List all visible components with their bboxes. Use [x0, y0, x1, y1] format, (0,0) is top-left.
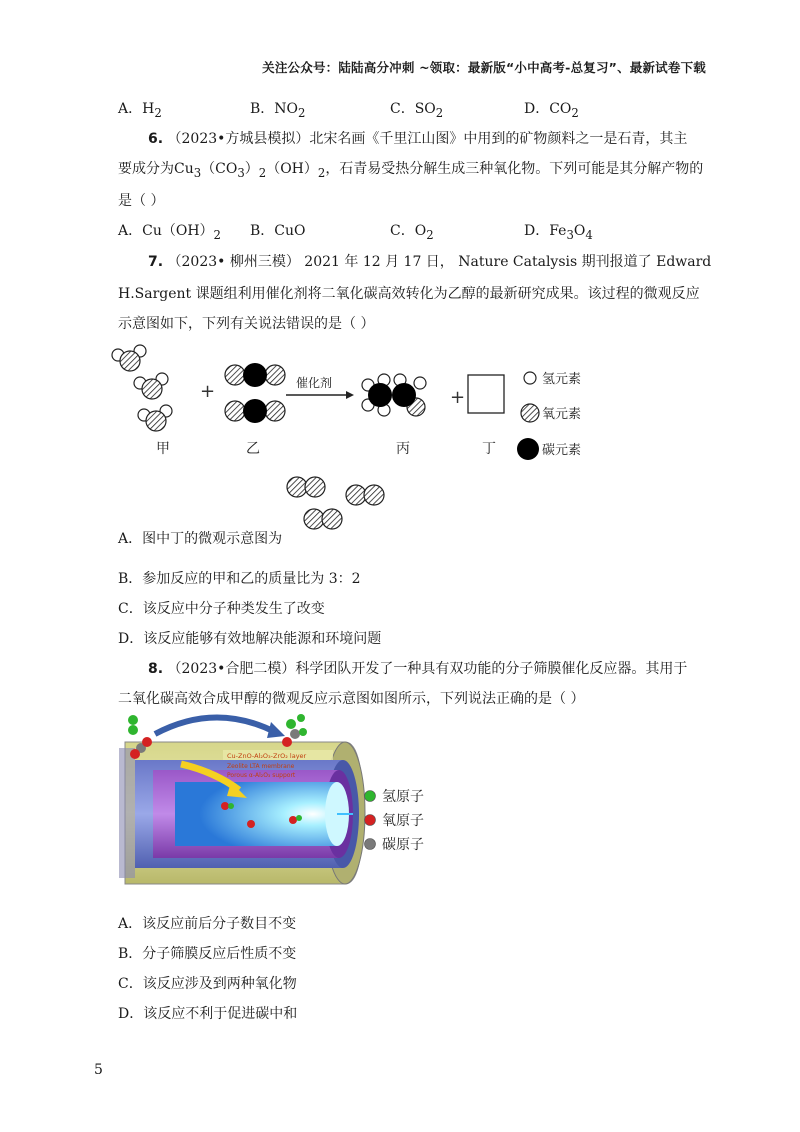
q7-line-3: 示意图如下，下列有关说法错误的是（ ） — [118, 316, 375, 332]
q7-legend-hydrogen: 氢元素 — [542, 372, 582, 387]
q7-plus-2: + — [450, 387, 466, 408]
q7-option-a: A．图中丁的微观示意图为 — [118, 531, 283, 547]
q7-label-jia: 甲 — [156, 441, 170, 457]
q7-molecule-bing — [362, 374, 426, 416]
q6-option-b: B．CuO — [250, 223, 306, 239]
page-header: 关注公众号：陆陆高分冲刺 ~领取：最新版“小中高考-总复习”、最新试卷下载 — [262, 60, 706, 75]
q7-plus-1: + — [200, 381, 216, 402]
page-number: 5 — [94, 1062, 103, 1078]
q8-layer-label-catalyst: Cu-ZnO-Al₂O₃-ZrO₂ layer — [227, 752, 307, 760]
q7-number: 7. — [148, 254, 164, 270]
q8-option-b: B．分子筛膜反应后性质不变 — [118, 946, 297, 962]
q7-reaction-diagram — [100, 335, 620, 535]
q8-option-c: C．该反应涉及到两种氧化物 — [118, 976, 297, 992]
q8-legend-carbon: 碳原子 — [382, 837, 424, 853]
q7-molecule-jia — [112, 345, 172, 431]
q7-label-ding: 丁 — [482, 441, 496, 457]
q5-option-a: A．$H_2$ — [118, 101, 162, 120]
q7-line-2: H.Sargent 课题组利用催化剂将二氧化碳高效转化为乙醇的最新研究成果。该过程的微观反应 — [118, 286, 700, 302]
q8-option-a: A．该反应前后分子数目不变 — [118, 916, 297, 932]
q6-option-d: D．$Fe_3O_4$ — [524, 223, 593, 242]
q8-legend-hydrogen: 氢原子 — [382, 789, 424, 805]
q7-option-a-figure — [287, 477, 384, 529]
q6-number: 6. — [148, 131, 164, 147]
q6-option-a: A．$Cu(OH)_2$ — [118, 223, 221, 242]
q6-line-1: 6. （2023•方城县模拟）北宋名画《千里江山图》中用到的矿物颜料之一是石青，其主 — [148, 131, 688, 147]
q8-option-d: D．该反应不利于促进碳中和 — [118, 1006, 298, 1022]
q7-option-d: D．该反应能够有效地解决能源和环境问题 — [118, 631, 382, 647]
q7-molecule-yi — [225, 363, 285, 423]
q7-option-b: B．参加反应的甲和乙的质量比为 3：2 — [118, 571, 361, 587]
q8-number: 8. — [148, 661, 164, 677]
q8-legend-oxygen: 氧原子 — [382, 813, 424, 829]
q7-option-c: C．该反应中分子种类发生了改变 — [118, 601, 325, 617]
q7-molecule-ding-box — [468, 375, 504, 413]
q7-legend-carbon: 碳元素 — [542, 443, 582, 458]
q7-label-yi: 乙 — [246, 441, 260, 457]
q6-option-c: C．$O_2$ — [390, 223, 434, 242]
q7-line-1: 7. （2023• 柳州三模） 2021 年 12 月 17 日， Nature Catalysis 期刊报道了 Edward — [148, 254, 712, 270]
q6-line-2: 要成分为$Cu_3(CO_3)_2(OH)_2$，石青易受热分解生成三种氧化物。下列可能是其分解产物的 — [118, 161, 704, 180]
q8-layer-label-support: Porous α-Al₂O₃ support — [227, 772, 296, 779]
q6-line-3: 是（ ） — [118, 193, 165, 209]
q7-legend — [517, 372, 581, 460]
q8-legend — [360, 786, 470, 858]
q8-curved-arrow — [155, 717, 275, 734]
q8-layer-label-membrane: Zeolite LTA membrane — [227, 763, 295, 770]
q7-legend-oxygen: 氧元素 — [542, 407, 582, 422]
q7-label-bing: 丙 — [396, 441, 410, 457]
q5-option-c: C．$SO_2$ — [390, 101, 444, 120]
q8-line-1: 8. （2023•合肥二模）科学团队开发了一种具有双功能的分子筛膜催化反应器。其用于 — [148, 661, 688, 677]
q8-line-2: 二氧化碳高效合成甲醇的微观反应示意图如图所示，下列说法正确的是（ ） — [118, 691, 585, 707]
q5-option-d: D．$CO_2$ — [524, 101, 579, 120]
q5-option-b: B．$NO_2$ — [250, 101, 306, 120]
q7-catalyst-label: 催化剂 — [296, 376, 333, 390]
